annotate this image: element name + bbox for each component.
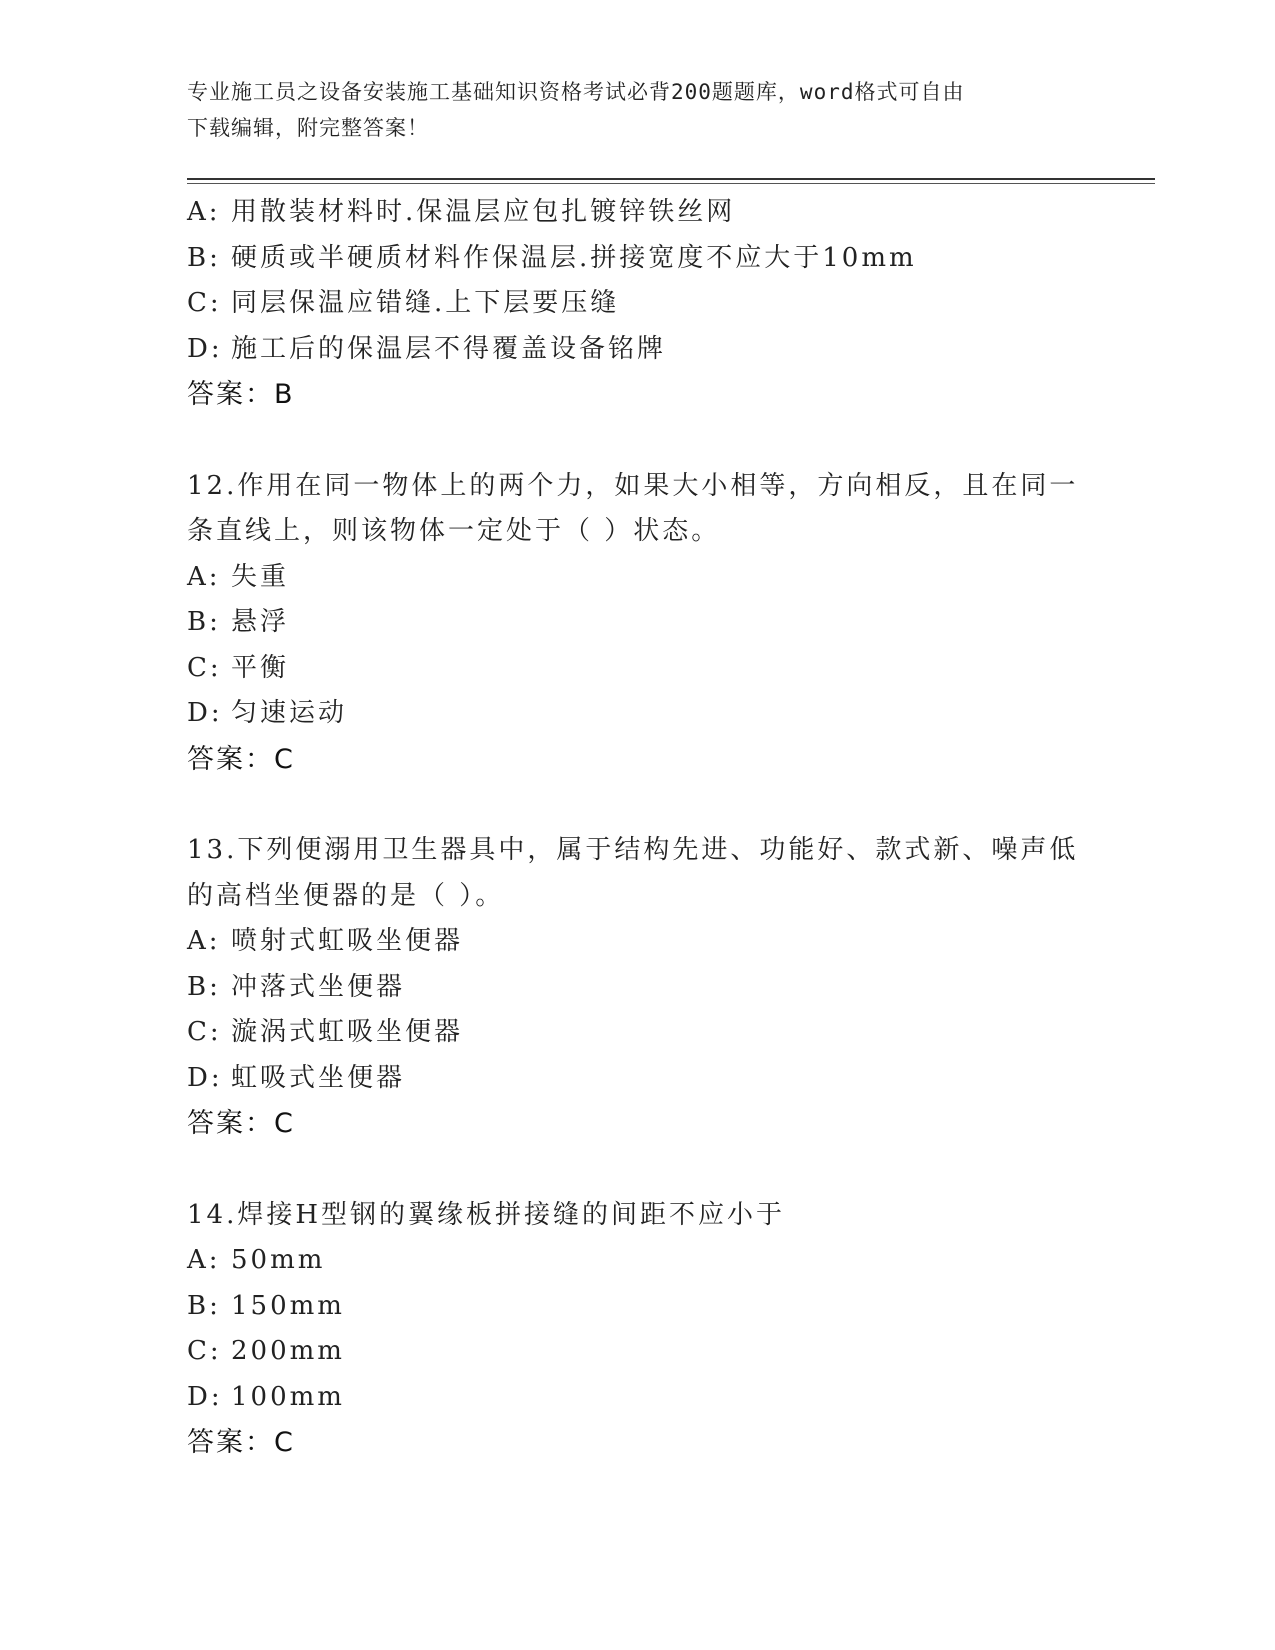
document-header — [187, 74, 1067, 146]
option-b — [187, 965, 1087, 1011]
option-c — [187, 1010, 1087, 1056]
answer-label: 答案：B — [187, 379, 295, 410]
option-key: A: — [187, 561, 221, 592]
question-12 — [187, 464, 1087, 783]
option-key: D: — [187, 698, 223, 728]
option-key: D: — [187, 1381, 223, 1412]
option-text: 漩涡式虹吸坐便器 — [231, 1017, 464, 1047]
option-text: 200mm — [231, 1336, 345, 1366]
question-stem-line: 14.焊接H型钢的翼缘板拼接缝的间距不应小于 — [187, 1199, 786, 1230]
option-key: A: — [187, 926, 221, 956]
option-text: 冲落式坐便器 — [231, 971, 406, 1002]
header-divider-thick — [187, 178, 1155, 180]
option-key: B: — [187, 242, 221, 273]
question-stem — [187, 464, 1087, 555]
question-13 — [187, 828, 1087, 1147]
option-text: 100mm — [231, 1381, 345, 1412]
option-key: B: — [187, 1290, 221, 1321]
answer-label: 答案：C — [187, 1108, 295, 1139]
option-c — [187, 281, 1087, 327]
option-text: 施工后的保温层不得覆盖设备铭牌 — [231, 333, 667, 364]
option-text: 50mm — [231, 1245, 326, 1275]
option-b — [187, 600, 1087, 646]
option-key: C: — [187, 1017, 222, 1047]
option-key: C: — [187, 652, 222, 683]
header-line-2: 下载编辑，附完整答案！ — [187, 116, 429, 140]
option-text: 喷射式虹吸坐便器 — [231, 926, 464, 956]
option-a — [187, 190, 1087, 236]
option-text: 硬质或半硬质材料作保温层.拼接宽度不应大于10mm — [231, 242, 917, 273]
option-key: D: — [187, 333, 223, 364]
option-a — [187, 555, 1087, 601]
option-key: C: — [187, 1336, 222, 1366]
option-d — [187, 1056, 1087, 1102]
option-c — [187, 646, 1087, 692]
question-spacer — [187, 418, 1087, 464]
header-line-1: 专业施工员之设备安装施工基础知识资格考试必背200题题库，word格式可自由 — [187, 80, 965, 104]
option-key: A: — [187, 1245, 221, 1275]
question-14 — [187, 1193, 1087, 1466]
option-d — [187, 327, 1087, 373]
question-stem — [187, 828, 1087, 919]
question-stem-line: 12.作用在同一物体上的两个力，如果大小相等，方向相反，且在同一 — [187, 470, 1079, 501]
option-text: 虹吸式坐便器 — [231, 1062, 406, 1093]
option-text: 匀速运动 — [231, 698, 348, 728]
header-divider-thin — [187, 183, 1155, 184]
question-11 — [187, 190, 1087, 418]
option-c — [187, 1329, 1087, 1375]
question-stem-line: 条直线上，则该物体一定处于（ ）状态。 — [187, 516, 721, 546]
option-key: A: — [187, 197, 221, 227]
option-a — [187, 1238, 1087, 1284]
option-b — [187, 1284, 1087, 1330]
option-text: 用散装材料时.保温层应包扎镀锌铁丝网 — [231, 197, 736, 227]
option-key: D: — [187, 1062, 223, 1093]
option-key: B: — [187, 971, 221, 1002]
answer-label: 答案：C — [187, 743, 295, 775]
option-key: B: — [187, 607, 221, 637]
option-text: 150mm — [231, 1290, 345, 1321]
question-stem-line: 的高档坐便器的是（ ）。 — [187, 880, 505, 911]
question-spacer — [187, 1147, 1087, 1193]
option-key: C: — [187, 288, 222, 318]
question-list — [187, 190, 1087, 1466]
option-text: 悬浮 — [231, 607, 290, 637]
option-text: 失重 — [231, 561, 290, 592]
option-text: 平衡 — [231, 652, 290, 683]
option-d — [187, 691, 1087, 737]
question-spacer — [187, 782, 1087, 828]
option-d — [187, 1375, 1087, 1421]
question-stem — [187, 1193, 1087, 1239]
option-b — [187, 236, 1087, 282]
option-a — [187, 919, 1087, 965]
option-text: 同层保温应错缝.上下层要压缝 — [231, 288, 620, 318]
answer-label: 答案：C — [187, 1427, 295, 1458]
question-stem-line: 13.下列便溺用卫生器具中，属于结构先进、功能好、款式新、噪声低 — [187, 835, 1079, 865]
